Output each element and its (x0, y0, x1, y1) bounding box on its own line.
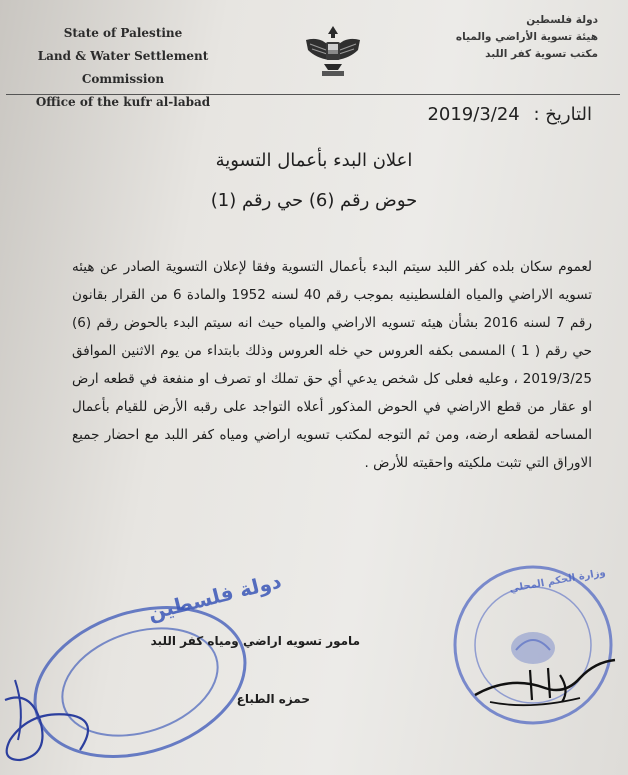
letterhead-office-ar: مكتب تسوية كفر اللبد (485, 48, 598, 60)
handwritten-mark-left (0, 660, 120, 770)
english-letterhead (8, 22, 238, 114)
announcement-body: لعموم سكان بلده كفر اللبد سيتم البدء بأعمال التسوية وفقا لإعلان التسوية الصادر عن هيئه تسويه الاراضي والمياه الفلسطينيه بموجب رقم 40 لسنه 1952 والمادة 6 من القرار بقانون رقم 7 لسنه 2016 بشأن هيئه تسويه الاراضي والمياه حيث انه سيتم البدء بالحوض رقم (6) حي رقم ( 1 ) المسمى بكفه العروس حي خله العروس وذلك بابتداء من يوم الاثنين الموافق 2019/3/25 ، وعليه فعلى كل شخص يدعي أي حق تملك او تصرف او منفعة في قطعه ارض او عقار من قطع الاراضي في الحوض المذكور أعلاه التواجد على رقبه الأرض للقيام بأعمال المساحه لقطعه ارضه، ومن ثم التوجه لمكتب تسويه اراضي ومياه كفر اللبد مع احضار جميع الاوراق التي تثبت ملكيته واحقيته للأرض . (72, 259, 593, 471)
letterhead-state-en: State of Palestine (63, 26, 183, 40)
letterhead-state-ar: دولة فلسطين (526, 14, 598, 26)
date-line (427, 104, 592, 125)
officer-name: حمزه الطباع (236, 692, 310, 706)
officer-title: مامور تسويه اراضي ومياه كفر اللبد (150, 634, 360, 648)
letterhead-commission-ar: هيئة تسوية الأراضي والمياه (455, 31, 598, 43)
announcement-title: اعلان البدء بأعمال التسوية (215, 150, 413, 171)
handwritten-signature (470, 640, 620, 720)
letterhead-commission-en: Land & Water Settlement Commission (37, 49, 209, 86)
arabic-letterhead (418, 12, 598, 63)
header-divider (6, 94, 620, 95)
basin-title: حوض رقم (6) حي رقم (1) (210, 190, 418, 211)
left-stamp-text: دولة فلسطين (145, 568, 284, 625)
right-stamp-text: وزارة الحكم المحلي (508, 567, 607, 595)
letterhead-office-en: Office of the kufr al-labad (35, 95, 211, 109)
date-label: التاريخ : (533, 104, 592, 125)
palestine-eagle-emblem-icon (302, 20, 364, 82)
date-value: 2019/3/24 (427, 104, 520, 125)
